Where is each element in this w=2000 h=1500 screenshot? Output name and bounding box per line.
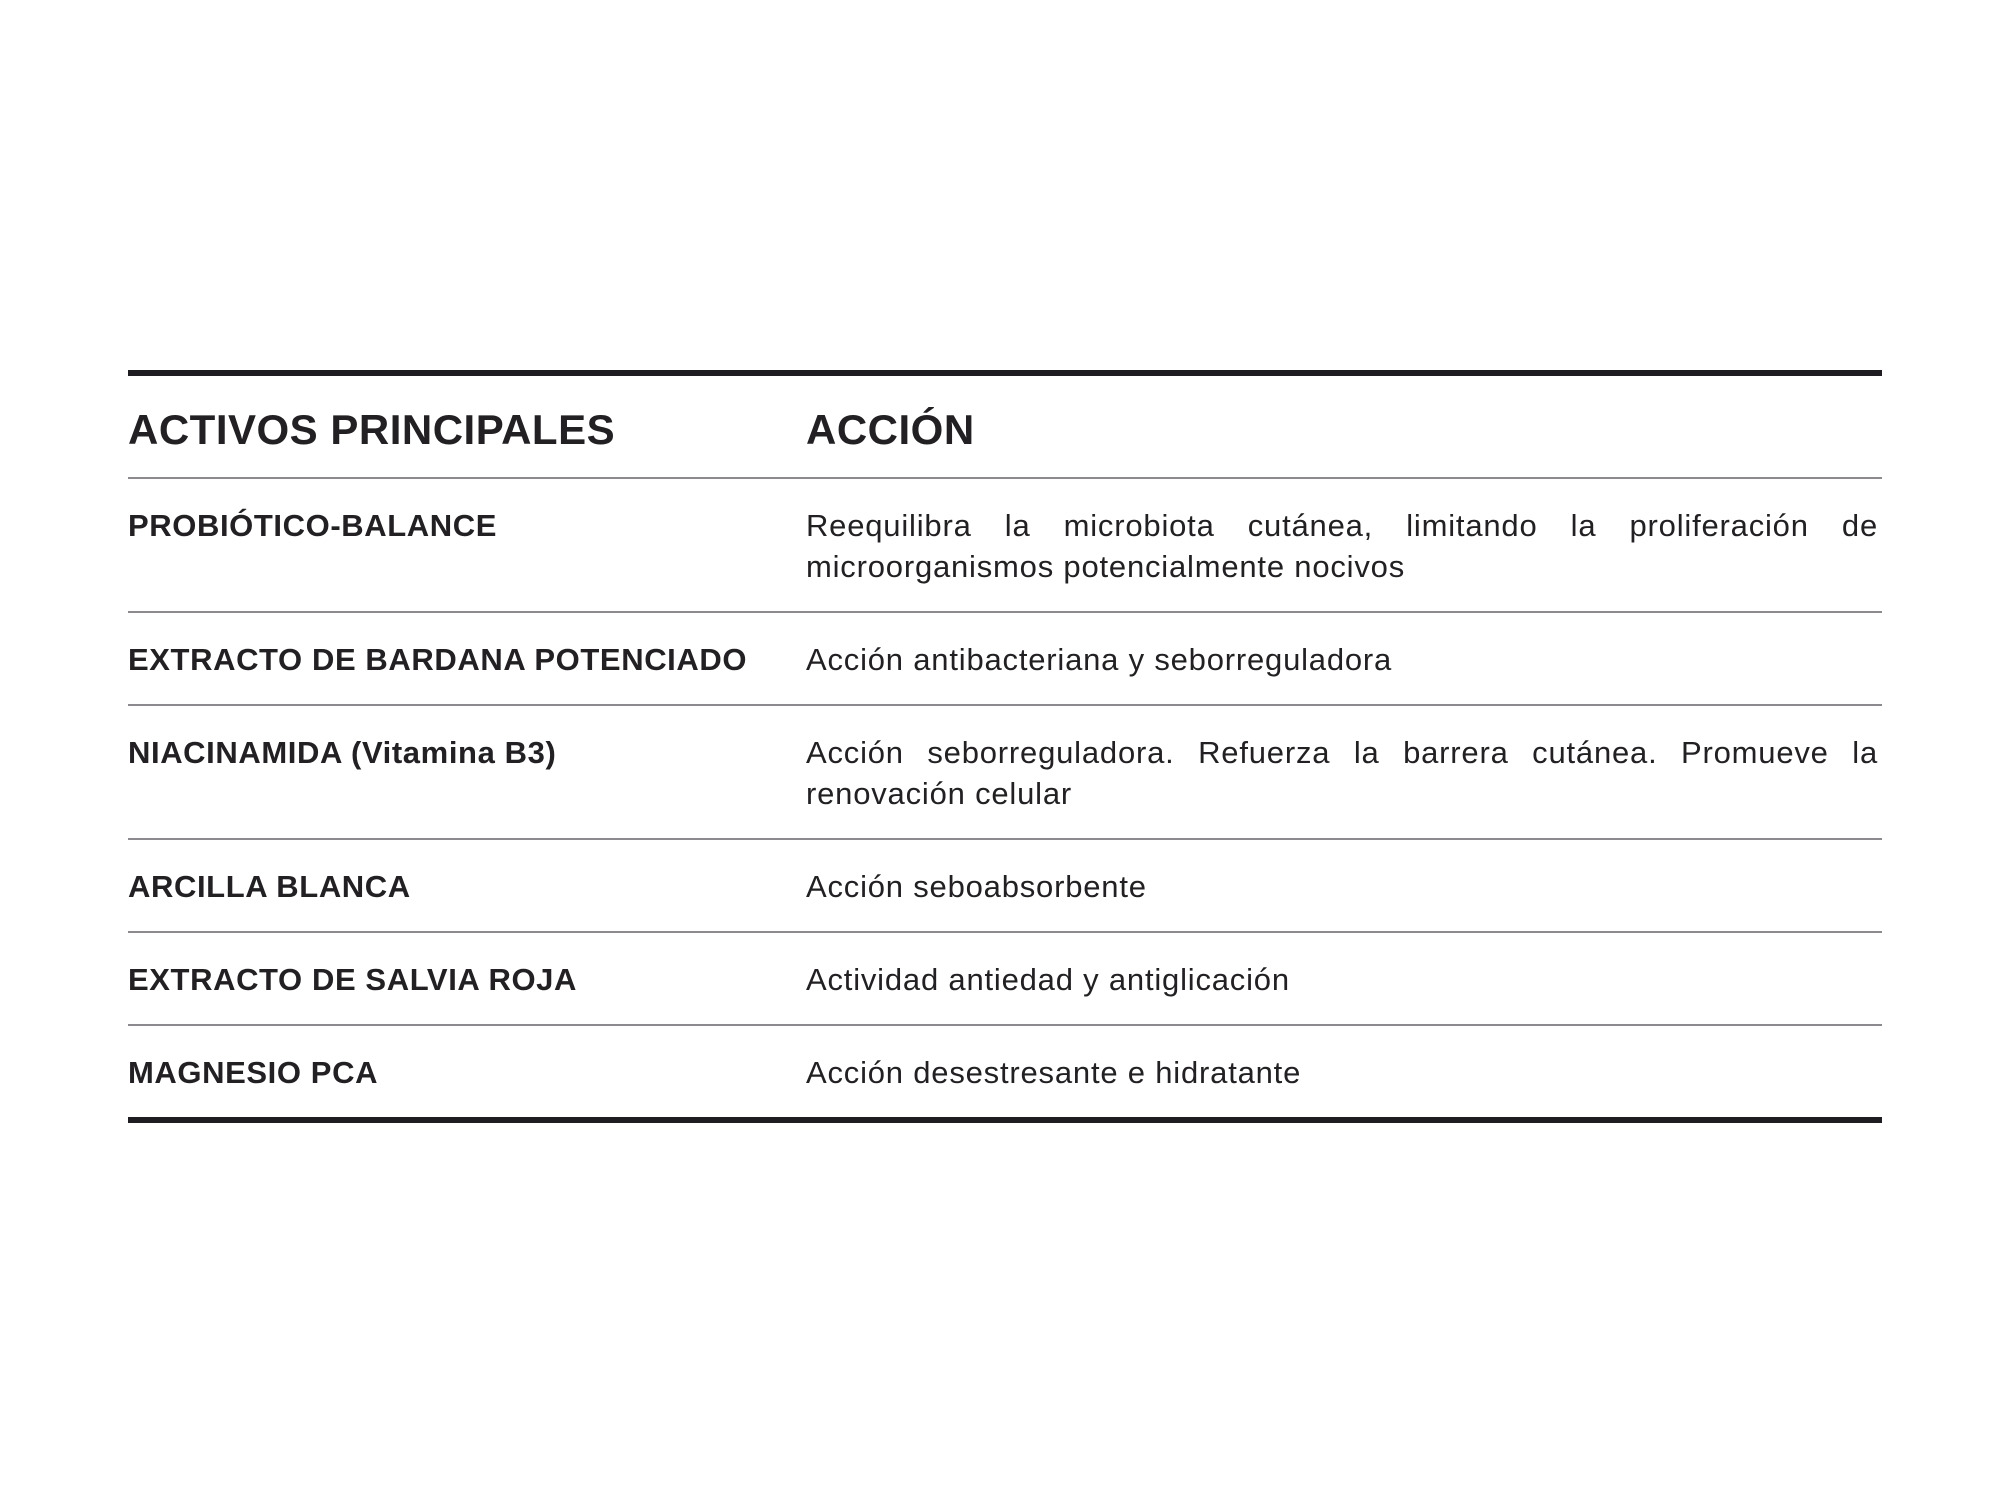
ingredient-name: EXTRACTO DE SALVIA ROJA	[128, 962, 577, 997]
ingredient-name: PROBIÓTICO-BALANCE	[128, 508, 498, 543]
table-row	[128, 706, 1882, 840]
table-row	[128, 933, 1882, 1026]
table-bottom-rule	[128, 1117, 1882, 1123]
ingredient-action: Acción seborreguladora. Refuerza la barrera cutánea. Promueve la renovación celular	[806, 735, 1878, 811]
ingredient-action: Acción seboabsorbente	[806, 869, 1147, 904]
ingredient-action: Acción antibacteriana y seborreguladora	[806, 642, 1393, 677]
ingredient-name: MAGNESIO PCA	[128, 1055, 379, 1090]
table-row	[128, 613, 1882, 706]
header-action: ACCIÓN	[806, 405, 975, 453]
table-row	[128, 1026, 1882, 1117]
header-ingredients: ACTIVOS PRINCIPALES	[128, 405, 616, 453]
ingredient-name: NIACINAMIDA (Vitamina B3)	[128, 735, 557, 770]
ingredient-action: Actividad antiedad y antiglicación	[806, 962, 1290, 997]
ingredient-name: EXTRACTO DE BARDANA POTENCIADO	[128, 642, 748, 677]
ingredient-action: Reequilibra la microbiota cutánea, limitando la proliferación de microorganismos potencialmente nocivos	[806, 508, 1878, 584]
ingredient-action: Acción desestresante e hidratante	[806, 1055, 1302, 1090]
table-row	[128, 479, 1882, 613]
ingredients-table	[128, 370, 1882, 1123]
table-header-row	[128, 376, 1882, 479]
ingredient-name: ARCILLA BLANCA	[128, 869, 411, 904]
table-row	[128, 840, 1882, 933]
